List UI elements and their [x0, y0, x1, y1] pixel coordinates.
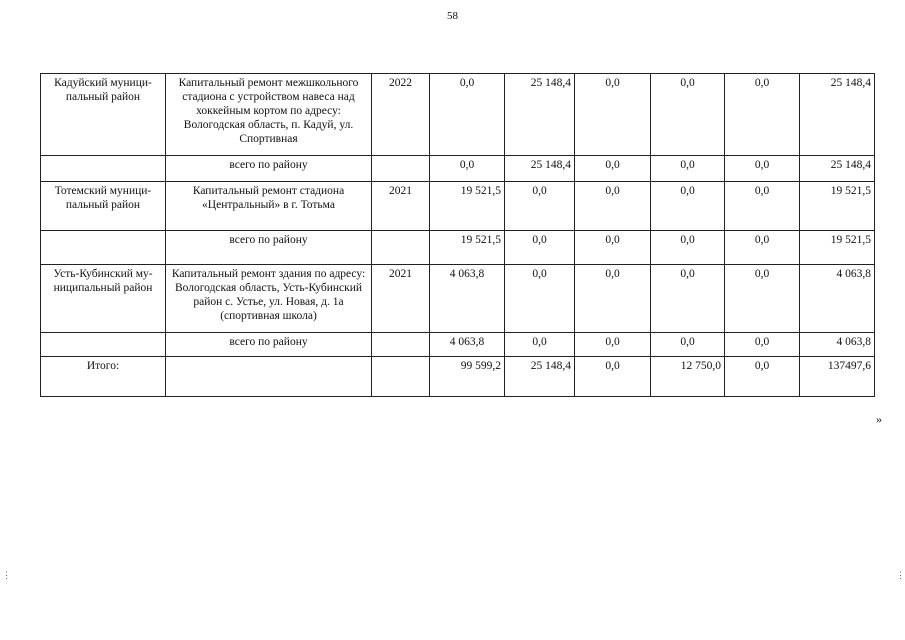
value-cell: 4 063,8 — [800, 333, 875, 357]
value-cell: 0,0 — [651, 182, 725, 231]
empty-cell — [41, 231, 166, 265]
year-cell: 2022 — [372, 74, 430, 156]
empty-cell — [372, 357, 430, 397]
value-cell: 0,0 — [725, 231, 800, 265]
value-cell: 0,0 — [575, 333, 651, 357]
value-cell: 99 599,2 — [430, 357, 505, 397]
value-cell: 0,0 — [651, 74, 725, 156]
value-cell: 25 148,4 — [505, 74, 575, 156]
table-row-totma-project — [41, 182, 875, 231]
value-cell: 19 521,5 — [800, 182, 875, 231]
value-cell: 0,0 — [505, 231, 575, 265]
table-row-ustkubinsky-subtotal — [41, 333, 875, 357]
value-cell: 0,0 — [575, 156, 651, 182]
year-cell: 2021 — [372, 182, 430, 231]
value-cell: 4 063,8 — [430, 333, 505, 357]
description-cell: Капитальный ремонт здания по адресу: Вологодская область, Усть-Кубинский район с. Устье, ул. Новая, д. 1а (спортивная школа) — [166, 265, 372, 333]
value-cell: 0,0 — [575, 357, 651, 397]
value-cell: 12 750,0 — [651, 357, 725, 397]
subtotal-label: всего по району — [166, 156, 372, 182]
table-row-grand-total — [41, 357, 875, 397]
district-cell: Кадуйский муници-пальный район — [41, 74, 166, 156]
value-cell: 19 521,5 — [430, 231, 505, 265]
value-cell: 0,0 — [651, 156, 725, 182]
value-cell: 0,0 — [575, 265, 651, 333]
right-edge-mark: ⋮ — [896, 570, 905, 580]
value-cell: 0,0 — [725, 333, 800, 357]
left-edge-mark: ⋮ — [2, 570, 11, 580]
value-cell: 0,0 — [725, 182, 800, 231]
value-cell: 0,0 — [725, 74, 800, 156]
value-cell: 0,0 — [575, 74, 651, 156]
value-cell: 25 148,4 — [800, 156, 875, 182]
value-cell: 0,0 — [651, 333, 725, 357]
empty-cell — [372, 156, 430, 182]
value-cell: 0,0 — [725, 156, 800, 182]
value-cell: 0,0 — [505, 182, 575, 231]
district-cell: Усть-Кубинский му-ниципальный район — [41, 265, 166, 333]
value-cell: 0,0 — [725, 265, 800, 333]
value-cell: 0,0 — [575, 231, 651, 265]
value-cell: 0,0 — [651, 265, 725, 333]
value-cell: 25 148,4 — [505, 357, 575, 397]
value-cell: 0,0 — [430, 156, 505, 182]
empty-cell — [41, 333, 166, 357]
table-row-ustkubinsky-project — [41, 265, 875, 333]
value-cell: 0,0 — [725, 357, 800, 397]
budget-table — [40, 73, 875, 397]
table-row-kaduy-project — [41, 74, 875, 156]
value-cell: 19 521,5 — [800, 231, 875, 265]
value-cell: 19 521,5 — [430, 182, 505, 231]
value-cell: 137497,6 — [800, 357, 875, 397]
description-cell: Капитальный ремонт межшкольного стадиона с устройством навеса над хоккейным кортом по адресу: Вологодская область, п. Кадуй, ул. Спортивная — [166, 74, 372, 156]
value-cell: 25 148,4 — [505, 156, 575, 182]
value-cell: 0,0 — [505, 333, 575, 357]
empty-cell — [372, 333, 430, 357]
grand-total-label: Итого: — [41, 357, 166, 397]
value-cell: 4 063,8 — [800, 265, 875, 333]
year-cell: 2021 — [372, 265, 430, 333]
value-cell: 0,0 — [575, 182, 651, 231]
table-row-totma-subtotal — [41, 231, 875, 265]
value-cell: 0,0 — [651, 231, 725, 265]
subtotal-label: всего по району — [166, 333, 372, 357]
value-cell: 0,0 — [505, 265, 575, 333]
table-row-kaduy-subtotal — [41, 156, 875, 182]
closing-quote-mark: » — [876, 412, 882, 426]
empty-cell — [41, 156, 166, 182]
empty-cell — [372, 231, 430, 265]
description-cell: Капитальный ремонт стадиона «Центральный» в г. Тотьма — [166, 182, 372, 231]
subtotal-label: всего по району — [166, 231, 372, 265]
empty-cell — [166, 357, 372, 397]
value-cell: 4 063,8 — [430, 265, 505, 333]
value-cell: 25 148,4 — [800, 74, 875, 156]
value-cell: 0,0 — [430, 74, 505, 156]
page-number: 58 — [447, 10, 458, 22]
district-cell: Тотемский муници-пальный район — [41, 182, 166, 231]
